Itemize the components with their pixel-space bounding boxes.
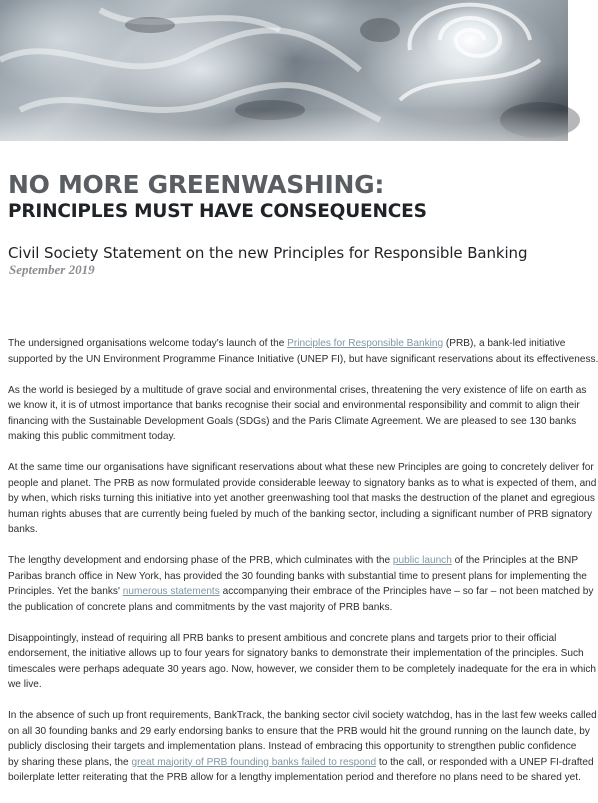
paragraph-3 xyxy=(8,460,597,538)
text-span: to the call, or responded with a UNEP FI-drafted xyxy=(376,756,594,768)
text-line: on all 30 founding banks and 29 early endorsing banks to ensure that the PRB would hit the ground running on the launch date, by xyxy=(8,725,590,737)
text-line: endorsement, the initiative allows up to four years for signatory banks to demonstrate their implementation of the principles. Such xyxy=(8,648,584,659)
text-line: At the same time our organisations have significant reservations about what these new Principles are going to concretely deliver for xyxy=(8,462,594,473)
text-line: supported by the UN Environment Programme Finance Initiative (UNEP FI), but have significant reservations about its effectiveness. xyxy=(8,353,598,365)
text-line: people and planet. The PRB as now formulated provide considerable leeway to signatory banks as to what is expected of them, and xyxy=(8,477,597,489)
text-line: human rights abuses that are currently being fueled by much of the banking sector, including a significant number of PRB signatory xyxy=(8,508,593,520)
text-span: The lengthy development and endorsing phase of the PRB, which culminates with the xyxy=(8,555,393,566)
text-line: timescales were perhaps adequate 30 years ago. Now, however, we consider them to be completely inadequate for the era in which xyxy=(8,663,597,675)
text-line: we live. xyxy=(8,679,42,690)
text-line xyxy=(8,755,594,771)
statement-date: September 2019 xyxy=(9,262,95,277)
paragraph-1 xyxy=(8,336,598,367)
text-line: by when, which risks turning this initiative into yet another greenwashing tool that masks the destruction of the planet and egregious xyxy=(8,493,595,504)
paragraph-5 xyxy=(8,631,597,693)
text-line: boilerplate letter reiterating that the PRB allow for a lengthy implementation period and therefore no plans need to be shared yet. xyxy=(8,772,581,783)
link-numerous-statements[interactable]: numerous statements xyxy=(122,586,220,597)
text-line: financing with the Sustainable Development Goals (SDGs) and the Paris Climate Agreement. We are pleased to see 130 banks xyxy=(8,415,577,427)
text-line: As the world is besieged by a multitude of grave social and environmental crises, threatening the very existence of life on earth as xyxy=(8,384,587,396)
text-line: In the absence of such up front requirements, BankTrack, the banking sector civil society watchdog, has in the last few weeks called xyxy=(8,710,597,721)
text-line: Paribas branch office in New York, has provided the 30 founding banks with substantial time to present plans for implementing the xyxy=(8,570,587,582)
text-span: of the Principles at the BNP xyxy=(451,555,579,566)
text-span: accompanying their embrace of the Principles have – so far – not been matched by xyxy=(219,586,594,597)
text-line xyxy=(8,553,578,569)
text-line: publicly disclosing their targets and implementation plans. Instead of embracing this opportunity to strengthen public confidence xyxy=(8,741,577,752)
paragraph-6 xyxy=(8,708,597,786)
text-span: by sharing these plans, the xyxy=(8,756,132,768)
header-banner-image xyxy=(0,0,568,141)
text-line: the publication of concrete plans and commitments by the vast majority of PRB banks. xyxy=(8,601,393,613)
text-line: making this public commitment today. xyxy=(8,431,176,442)
paragraph-4 xyxy=(8,553,594,615)
text-span: Principles. Yet the banks' xyxy=(8,586,123,597)
text-span: (PRB), a bank-led initiative xyxy=(443,338,566,349)
text-line: we know it, it is of utmost importance that banks recognise their social and environmental responsibility and commit to align their xyxy=(8,400,580,411)
banner-fade xyxy=(0,110,568,141)
text-line xyxy=(8,584,594,600)
text-span: The undersigned organisations welcome today's launch of the xyxy=(8,338,288,349)
title-block xyxy=(8,170,427,224)
link-principles-for-responsible-banking[interactable]: Principles for Responsible Banking xyxy=(287,338,444,349)
statement-subtitle: Civil Society Statement on the new Principles for Responsible Banking xyxy=(8,244,528,262)
link-great-majority-failed-to-respond[interactable]: great majority of PRB founding banks failed to respond xyxy=(131,756,377,768)
paragraph-2 xyxy=(8,383,587,445)
text-line: Disappointingly, instead of requiring all PRB banks to present ambitious and concrete plans and targets prior to their official xyxy=(8,632,557,644)
statement-body xyxy=(8,336,598,801)
page-title: NO MORE GREENWASHING: xyxy=(8,170,385,199)
text-line: banks. xyxy=(8,524,38,535)
link-public-launch[interactable]: public launch xyxy=(392,555,452,566)
page-title-secondary: PRINCIPLES MUST HAVE CONSEQUENCES xyxy=(8,201,427,222)
text-line xyxy=(8,336,578,352)
